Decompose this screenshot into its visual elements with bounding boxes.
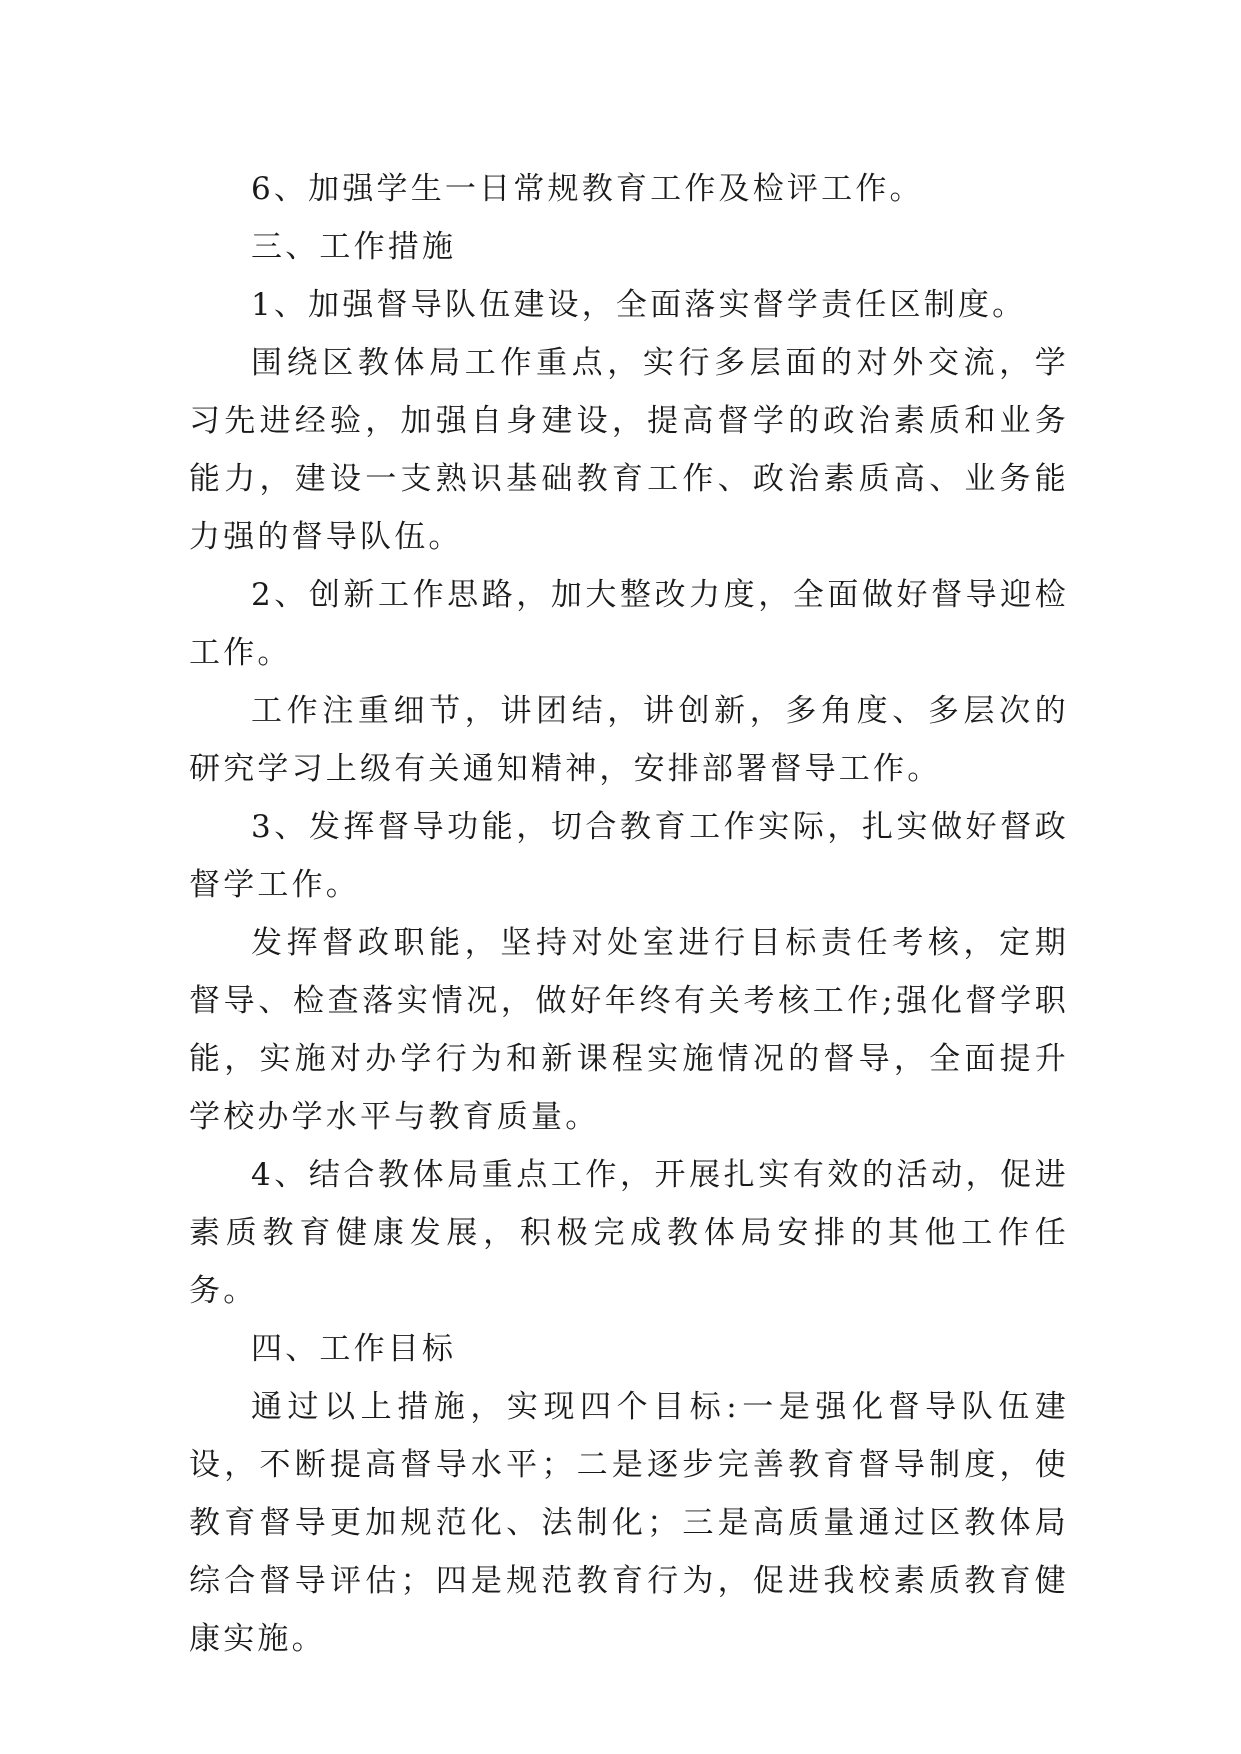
paragraph-item-6-routine: 6、加强学生一日常规教育工作及检评工作。 [251, 171, 924, 207]
paragraph-measure-3-title: 3、发挥督导功能，切合教育工作实际，扎实做好督政督学工作。 [189, 809, 1069, 903]
paragraph-measure-4: 4、结合教体局重点工作，开展扎实有效的活动，促进素质教育健康发展，积极完成教体局安排的其他工作任务。 [189, 1157, 1069, 1309]
paragraph-measure-2-title: 2、创新工作思路，加大整改力度，全面做好督导迎检工作。 [189, 577, 1069, 671]
paragraph-goals-body: 通过以上措施，实现四个目标:一是强化督导队伍建设，不断提高督导水平；二是逐步完善教育督导制度，使教育督导更加规范化、法制化；三是高质量通过区教体局综合督导评估；四是规范教育行为，促进我校素质教育健康实施。 [189, 1389, 1069, 1657]
paragraph-measure-3-body: 发挥督政职能，坚持对处室进行目标责任考核，定期督导、检查落实情况，做好年终有关考核工作;强化督学职能，实施对办学行为和新课程实施情况的督导，全面提升学校办学水平与教育质量。 [189, 925, 1069, 1135]
section-heading-measures: 三、工作措施 [251, 229, 457, 265]
document-body [189, 160, 1069, 1668]
section-heading-goals: 四、工作目标 [251, 1331, 457, 1367]
paragraph-measure-2-body: 工作注重细节，讲团结，讲创新，多角度、多层次的研究学习上级有关通知精神，安排部署督导工作。 [189, 693, 1069, 787]
paragraph-measure-1-body: 围绕区教体局工作重点，实行多层面的对外交流，学习先进经验，加强自身建设，提高督学的政治素质和业务能力，建设一支熟识基础教育工作、政治素质高、业务能力强的督导队伍。 [189, 345, 1069, 555]
paragraph-measure-1-title: 1、加强督导队伍建设，全面落实督学责任区制度。 [251, 287, 1027, 323]
